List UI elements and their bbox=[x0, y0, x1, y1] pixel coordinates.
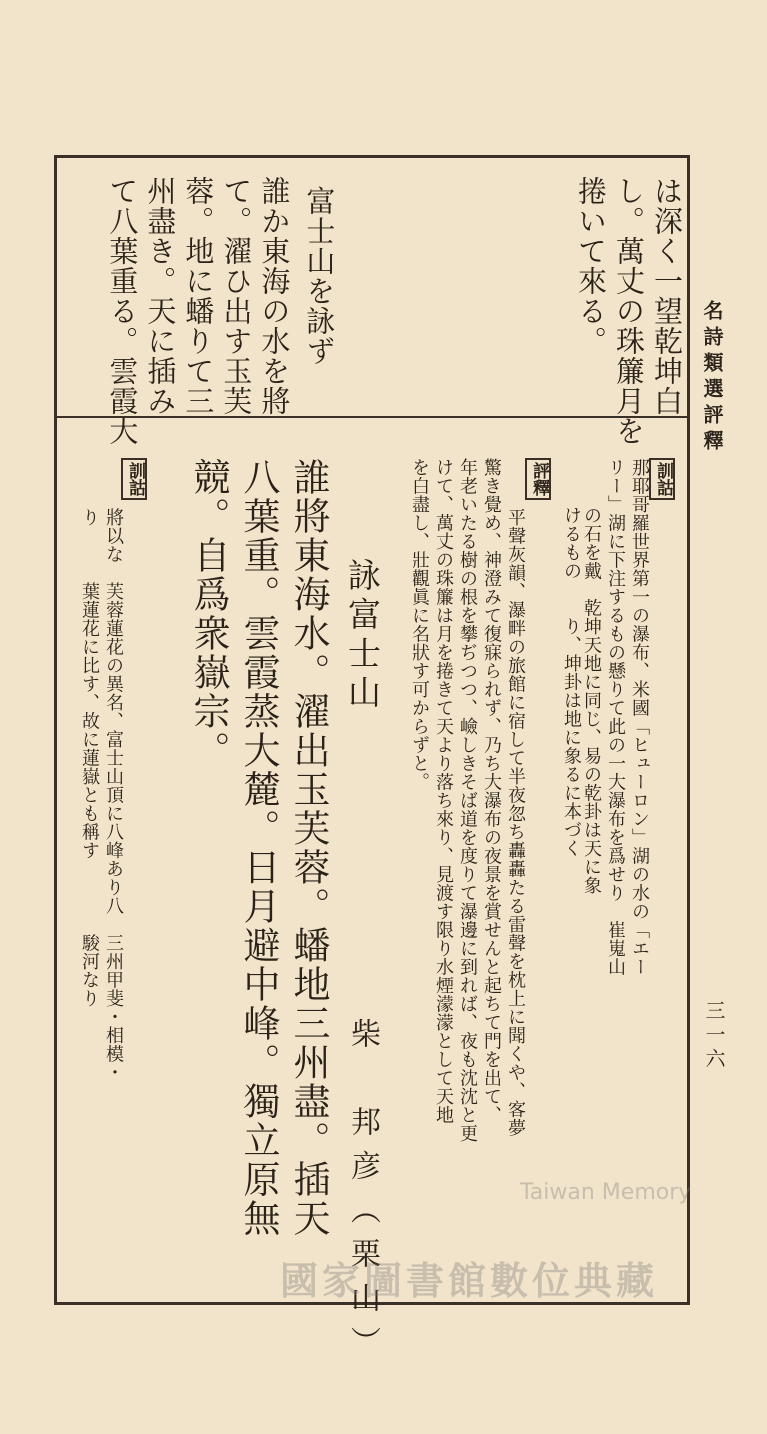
hyoshaku-tag: 評釋 bbox=[525, 458, 551, 500]
hyoshaku-line-4: けて、萬丈の珠簾は月を捲きて天より落ち來り、見渡す限り水煙濛濛として天地 bbox=[433, 458, 454, 1124]
hyoshaku-block bbox=[525, 458, 551, 506]
kunko-line-4: けるもの り、坤卦は地に象るに本づく bbox=[561, 506, 582, 858]
top-right-line-3: 捲いて來る。 bbox=[574, 176, 608, 356]
top-left-line-4: 州盡き。天に插み bbox=[143, 176, 178, 416]
watermark-text: 國家圖書館數位典藏 bbox=[280, 1259, 659, 1303]
hyoshaku-line-3: 年老いたる樹の根を攀ぢつつ、嶮しきそば道を度りて瀑邊に到れば、夜も沈沈と更 bbox=[457, 458, 478, 1143]
hyoshaku-line-1: 平聲灰韻、瀑畔の旅館に宿して半夜忽ち轟轟たる雷聲を枕上に聞くや、客夢 bbox=[505, 508, 526, 1137]
poem-title: 詠富士山 bbox=[343, 558, 382, 714]
kunko-line-3: の石を戴 乾坤天地に同じ、易の乾卦は天に象 bbox=[581, 506, 602, 895]
kunko2-line-2: り 葉蓮花に比す、故に蓮嶽とも稱す 駿河なり bbox=[79, 508, 100, 1008]
section-divider bbox=[57, 416, 687, 418]
text-frame bbox=[54, 155, 690, 1370]
hyoshaku-line-2: 驚き覺め、神澄みて復寐られず、乃ち大瀑布の夜景を賞せんと起ちて門を出て、 bbox=[481, 458, 502, 1124]
watermark-english: Taiwan Memory bbox=[520, 1180, 692, 1205]
poem-line-3: 競。自爲衆嶽宗。 bbox=[187, 458, 230, 770]
kunko-line-2: リー」湖に下注するもの懸りて此の一大瀑布を爲せり 崔嵬山 bbox=[605, 458, 626, 976]
kunko-block bbox=[649, 458, 675, 506]
poem-line-2: 八葉重。雲霞蒸大麓。日月避中峰。獨立原無 bbox=[237, 458, 280, 1238]
kunko-tag: 訓詁 bbox=[649, 458, 675, 500]
top-poem-title: 富士山を詠ず bbox=[302, 186, 337, 366]
top-right-line-2: し。萬丈の珠簾月を bbox=[612, 176, 646, 446]
top-left-line-5: て八葉重る。雲霞大 bbox=[105, 176, 140, 446]
hyoshaku-line-5: を白盡し、壯觀眞に名狀す可からずと。 bbox=[409, 458, 430, 791]
top-left-line-2: て。濯ひ出す玉芙 bbox=[219, 176, 254, 416]
top-left-line-1: 誰か東海の水を將 bbox=[257, 176, 292, 416]
top-right-line-1: は深く一望乾坤白 bbox=[650, 176, 684, 416]
poem-line-1: 誰將東海水。濯出玉芙蓉。蟠地三州盡。插天 bbox=[287, 458, 330, 1238]
kunko2-line-1: 將以な 芙蓉蓮花の異名、富士山頂に八峰あり八 三州甲斐・相模・ bbox=[103, 508, 124, 1082]
poem-author: 柴 邦彦（栗山） bbox=[345, 1018, 380, 1370]
kunko2-tag: 訓詁 bbox=[121, 458, 147, 500]
page-number: 三一六 bbox=[702, 1000, 726, 1072]
kunko2-block bbox=[121, 458, 147, 506]
kunko-line-1: 那耶哥羅世界第一の瀑布、米國「ヒューロン」湖の水の「エー bbox=[629, 458, 650, 976]
top-left-line-3: 蓉。地に蟠りて三 bbox=[181, 176, 216, 416]
book-title: 名詩類選評釋 bbox=[700, 300, 724, 456]
